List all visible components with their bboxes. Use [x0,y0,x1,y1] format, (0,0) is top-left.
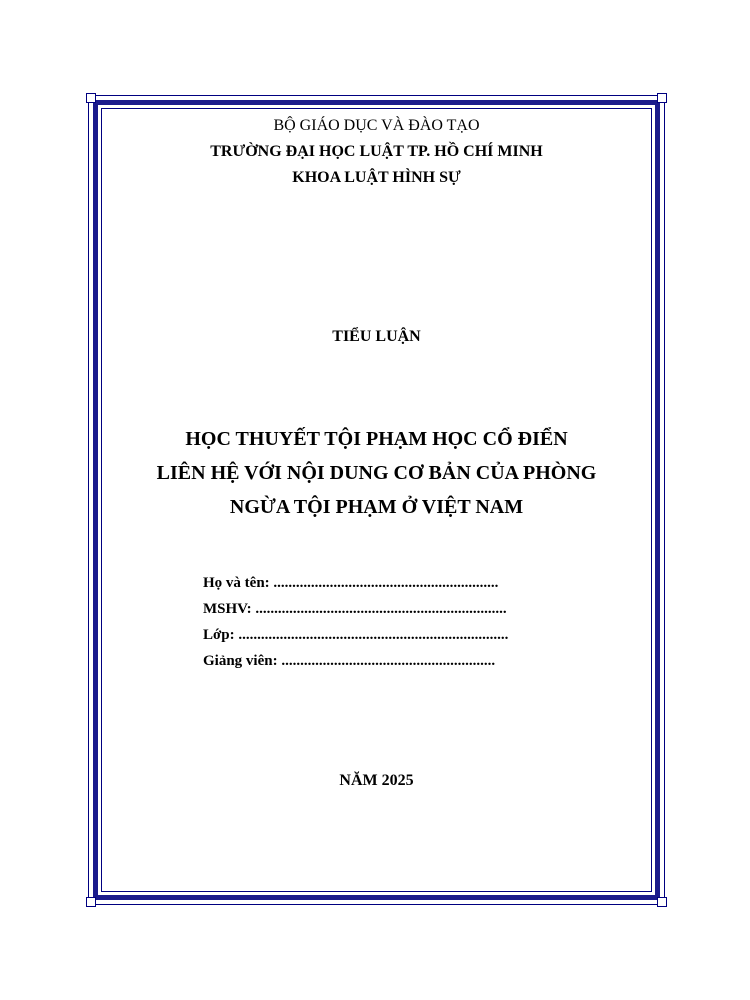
lecturer-field [203,648,543,674]
title-line-1: HỌC THUYẾT TỘI PHẠM HỌC CỔ ĐIỂN [185,428,568,450]
student-id-field [203,596,543,622]
cover-page [101,108,652,892]
student-name-field [203,570,543,596]
document-title [101,422,652,524]
university-name: TRƯỜNG ĐẠI HỌC LUẬT TP. HỒ CHÍ MINH [210,143,543,160]
document-type: TIỂU LUẬN [332,328,421,345]
border-corner-top-right [657,93,667,103]
field-value: ......................................................... [277,653,496,669]
field-value: ............................................................ [269,575,499,591]
field-label: MSHV: [203,601,252,617]
field-value: ................................................................... [251,601,507,617]
title-line-2: LIÊN HỆ VỚI NỘI DUNG CƠ BẢN CỦA PHÒNG [156,462,597,484]
student-info [203,570,543,674]
field-label: Lớp: [203,627,235,643]
field-label: Giảng viên: [203,653,278,669]
border-corner-bottom-left [86,897,96,907]
ministry-name: BỘ GIÁO DỤC VÀ ĐÀO TẠO [273,117,480,134]
faculty-name: KHOA LUẬT HÌNH SỰ [292,169,461,186]
border-corner-bottom-right [657,897,667,907]
class-field [203,622,543,648]
title-line-3: NGỪA TỘI PHẠM Ở VIỆT NAM [229,496,524,518]
border-corner-top-left [86,93,96,103]
year: NĂM 2025 [339,772,414,789]
field-value: ........................................................................ [234,627,509,643]
field-label: Họ và tên: [203,575,270,591]
